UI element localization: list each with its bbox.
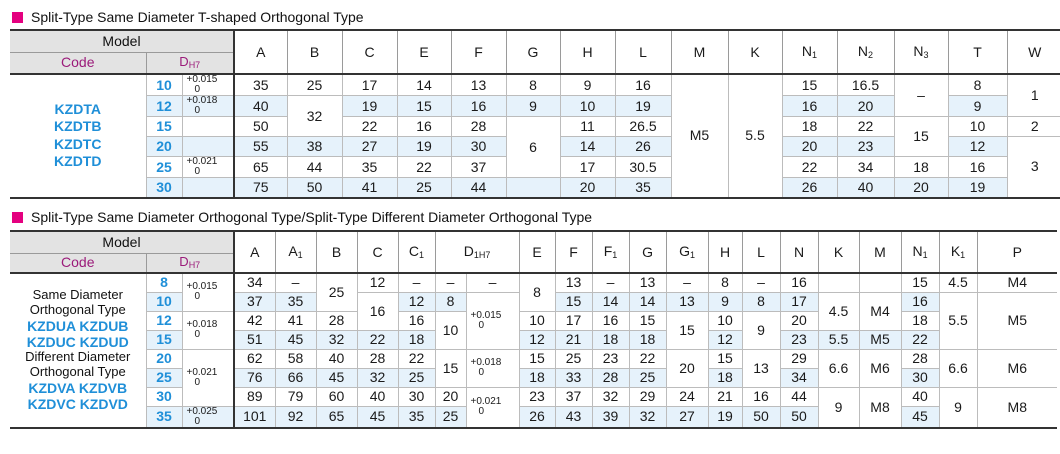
cell: 17 <box>342 74 397 96</box>
cell: 92 <box>275 406 316 428</box>
bore-d: 20 <box>146 349 182 368</box>
cell: – <box>666 273 708 292</box>
col-header-m: M <box>671 30 728 74</box>
cell: 18 <box>708 368 742 387</box>
cell: 17 <box>560 157 615 178</box>
cell: 8 <box>708 273 742 292</box>
col-header-a: A <box>234 30 287 74</box>
cell: 28 <box>901 349 939 368</box>
cell: 15 <box>397 96 451 117</box>
cell: 17 <box>780 292 818 311</box>
cell: 40 <box>316 349 357 368</box>
d1-tolerance: +0.015 0 <box>466 292 519 349</box>
cell: – <box>742 273 780 292</box>
different-diameter-label: Different Diameter <box>25 349 131 365</box>
cell: 15 <box>708 349 742 368</box>
bore-d: 25 <box>146 368 182 387</box>
code-kzdtd: KZDTD <box>54 153 102 170</box>
tolerance: +0.015 0 <box>182 273 234 311</box>
cell: 12 <box>357 273 398 292</box>
cell: 12 <box>519 330 555 349</box>
cell: 6.6 <box>939 349 977 387</box>
col-header-l: L <box>615 30 671 74</box>
cell: 50 <box>742 406 780 428</box>
code-kzduc-kzdud: KZDUC KZDUD <box>26 334 129 351</box>
cell: 23 <box>837 137 894 157</box>
col-header-m: M <box>859 231 901 273</box>
cell: 25 <box>287 74 342 96</box>
cell: 28 <box>592 368 629 387</box>
dh7-header: $D_{H7}$ <box>146 52 234 74</box>
cell: 34 <box>780 368 818 387</box>
cell: 20 <box>560 178 615 198</box>
col-header-g1: $G_1$ <box>666 231 708 273</box>
cell: 34 <box>837 157 894 178</box>
col-header-h: H <box>708 231 742 273</box>
code-kzdta: KZDTA <box>54 100 101 117</box>
cell: 18 <box>592 330 629 349</box>
cell: 22 <box>782 157 837 178</box>
cell: M8 <box>977 387 1057 428</box>
cell: 9 <box>708 292 742 311</box>
cell: 13 <box>666 292 708 311</box>
code-header: Code <box>10 253 146 273</box>
cell: 15 <box>782 74 837 96</box>
col-header-c: C <box>357 231 398 273</box>
pink-square-icon <box>12 12 23 23</box>
cell: 16 <box>901 292 939 311</box>
cell: 25 <box>555 349 592 368</box>
code-header: Code <box>10 52 146 74</box>
model-header: Model <box>10 231 234 253</box>
cell: 38 <box>287 137 342 157</box>
cell: – <box>435 273 466 292</box>
col-header-g: G <box>629 231 666 273</box>
cell: 16.5 <box>837 74 894 96</box>
cell: 20 <box>837 96 894 117</box>
bore-d: 8 <box>146 273 182 292</box>
section-title-1 <box>12 8 364 26</box>
col-header-n3: $N_3$ <box>894 30 948 74</box>
cell: 14 <box>397 74 451 96</box>
cell: 44 <box>451 178 506 198</box>
cell: 28 <box>451 117 506 137</box>
cell: – <box>466 273 519 292</box>
cell: 5.5 <box>818 330 859 349</box>
cell: 62 <box>234 349 275 368</box>
cell: 6.6 <box>818 349 859 387</box>
cell: 16 <box>398 311 435 330</box>
col-header-n2: $N_2$ <box>837 30 894 74</box>
tolerance: +0.021 0 <box>182 157 234 178</box>
cell: 37 <box>234 292 275 311</box>
cell: 32 <box>629 406 666 428</box>
cell: 50 <box>780 406 818 428</box>
cell: – <box>894 74 948 117</box>
cell: 3 <box>1007 137 1060 198</box>
cell: 34 <box>234 273 275 292</box>
bore-d: 15 <box>146 330 182 349</box>
cell: 9 <box>506 96 560 117</box>
col-header-k: K <box>818 231 859 273</box>
cell: 8 <box>506 74 560 96</box>
cell: 14 <box>629 292 666 311</box>
cell: 10 <box>560 96 615 117</box>
cell: 29 <box>629 387 666 406</box>
cell: 40 <box>234 96 287 117</box>
cell: 58 <box>275 349 316 368</box>
cell: 19 <box>948 178 1007 198</box>
model-header: Model <box>10 30 234 52</box>
d1-tolerance: +0.021 0 <box>466 387 519 428</box>
cell: M4 <box>977 273 1057 292</box>
cell: 8 <box>948 74 1007 96</box>
cell: 18 <box>894 157 948 178</box>
cell: 15 <box>629 311 666 330</box>
code-kzdua-kzdub: KZDUA KZDUB <box>27 318 129 335</box>
code-kzdvc-kzdvd: KZDVC KZDVD <box>27 396 128 413</box>
cell: 35 <box>398 406 435 428</box>
cell: 16 <box>357 292 398 330</box>
cell: 40 <box>357 387 398 406</box>
cell: 21 <box>708 387 742 406</box>
col-header-f: F <box>451 30 506 74</box>
col-header-d1h7: $D_{1H7}$ <box>435 231 519 273</box>
cell: 9 <box>742 311 780 349</box>
cell: 26 <box>519 406 555 428</box>
cell: 45 <box>275 330 316 349</box>
cell: 25 <box>629 368 666 387</box>
cell: 25 <box>398 368 435 387</box>
cell: – <box>592 273 629 292</box>
cell: 32 <box>592 387 629 406</box>
cell: 18 <box>629 330 666 349</box>
cell: 50 <box>234 117 287 137</box>
cell: 10 <box>708 311 742 330</box>
cell: 16 <box>782 96 837 117</box>
cell: 14 <box>560 137 615 157</box>
cell: 10 <box>519 311 555 330</box>
cell: 16 <box>948 157 1007 178</box>
cell: 26 <box>615 137 671 157</box>
cell: 45 <box>316 368 357 387</box>
cell: 20 <box>782 137 837 157</box>
cell: 51 <box>234 330 275 349</box>
bore-d: 30 <box>146 387 182 406</box>
col-header-a1: $A_1$ <box>275 231 316 273</box>
bore-d: 25 <box>146 157 182 178</box>
cell: 16 <box>615 74 671 96</box>
cell: 20 <box>780 311 818 330</box>
cell: 22 <box>342 117 397 137</box>
cell: 13 <box>629 273 666 292</box>
cell: 40 <box>901 387 939 406</box>
cell: 32 <box>287 96 342 137</box>
cell: 13 <box>742 349 780 387</box>
cell: 12 <box>708 330 742 349</box>
cell: 24 <box>666 387 708 406</box>
bore-d: 12 <box>146 311 182 330</box>
cell: 37 <box>451 157 506 178</box>
cell: 27 <box>666 406 708 428</box>
cell: 4.5 <box>939 273 977 292</box>
col-header-c1: $C_1$ <box>398 231 435 273</box>
cell: 43 <box>555 406 592 428</box>
cell: 15 <box>435 349 466 387</box>
tolerance <box>182 117 234 137</box>
cell: 89 <box>234 387 275 406</box>
cell: 15 <box>666 311 708 349</box>
model-codes <box>10 273 146 428</box>
cell: M6 <box>859 349 901 387</box>
cell: 23 <box>780 330 818 349</box>
cell: 15 <box>901 273 939 292</box>
cell-m: M5 <box>671 74 728 198</box>
cell: 75 <box>234 178 287 198</box>
code-kzdtc: KZDTC <box>54 135 102 152</box>
cell <box>818 273 859 292</box>
col-header-b: B <box>287 30 342 74</box>
cell: 27 <box>342 137 397 157</box>
cell: 28 <box>357 349 398 368</box>
code-kzdva-kzdvb: KZDVA KZDVB <box>28 380 128 397</box>
cell: M5 <box>859 330 901 349</box>
cell <box>506 178 560 198</box>
cell: 22 <box>397 157 451 178</box>
cell: 13 <box>451 74 506 96</box>
cell: 9 <box>560 74 615 96</box>
cell: M6 <box>977 349 1057 387</box>
cell: 45 <box>357 406 398 428</box>
cell: 12 <box>398 292 435 311</box>
bore-d: 10 <box>146 74 182 96</box>
cell: 26 <box>782 178 837 198</box>
cell: 22 <box>837 117 894 137</box>
cell: 45 <box>901 406 939 428</box>
col-header-p: P <box>977 231 1057 273</box>
cell: 22 <box>629 349 666 368</box>
cell: – <box>398 273 435 292</box>
cell: 22 <box>398 349 435 368</box>
cell: 101 <box>234 406 275 428</box>
cell: 18 <box>782 117 837 137</box>
cell: 18 <box>901 311 939 330</box>
cell: 66 <box>275 368 316 387</box>
cell: 8 <box>435 292 466 311</box>
cell: 60 <box>316 387 357 406</box>
cell: 25 <box>435 406 466 428</box>
cell: 22 <box>901 330 939 349</box>
section-title-text: Split-Type Same Diameter Orthogonal Type/Split-Type Different Diameter Orthogonal Type <box>31 209 593 225</box>
cell: 16 <box>592 311 629 330</box>
bore-d: 12 <box>146 96 182 117</box>
cell: 20 <box>435 387 466 406</box>
cell: 8 <box>519 273 555 311</box>
bore-d: 10 <box>146 292 182 311</box>
cell: 44 <box>780 387 818 406</box>
cell: 30 <box>398 387 435 406</box>
tolerance: +0.018 0 <box>182 96 234 117</box>
cell: 55 <box>234 137 287 157</box>
cell: 30 <box>901 368 939 387</box>
cell: 23 <box>519 387 555 406</box>
tolerance: +0.025 0 <box>182 406 234 428</box>
cell: 35 <box>615 178 671 198</box>
col-header-w: W <box>1007 30 1060 74</box>
section-title-2 <box>12 208 592 226</box>
cell: 9 <box>939 387 977 428</box>
cell: 16 <box>742 387 780 406</box>
cell: 19 <box>397 137 451 157</box>
cell: 23 <box>592 349 629 368</box>
cell: 30.5 <box>615 157 671 178</box>
cell: 15 <box>894 117 948 157</box>
cell: 13 <box>555 273 592 292</box>
col-header-h: H <box>560 30 615 74</box>
cell: 19 <box>342 96 397 117</box>
cell <box>859 273 901 292</box>
cell: 16 <box>780 273 818 292</box>
col-header-t: T <box>948 30 1007 74</box>
cell: 21 <box>555 330 592 349</box>
pink-square-icon <box>12 212 23 223</box>
cell: 25 <box>316 273 357 311</box>
tolerance: +0.018 0 <box>182 311 234 349</box>
col-header-c: C <box>342 30 397 74</box>
cell: 14 <box>592 292 629 311</box>
bore-d: 30 <box>146 178 182 198</box>
cell: 22 <box>357 330 398 349</box>
cell: 16 <box>451 96 506 117</box>
tolerance: +0.021 0 <box>182 349 234 406</box>
cell: 50 <box>287 178 342 198</box>
cell: 65 <box>316 406 357 428</box>
dh7-header: $D_{H7}$ <box>146 253 234 273</box>
cell: 35 <box>342 157 397 178</box>
cell: M4 <box>859 292 901 330</box>
col-header-f: F <box>555 231 592 273</box>
cell: 9 <box>818 387 859 428</box>
cell: 42 <box>234 311 275 330</box>
cell: 32 <box>316 330 357 349</box>
cell: 15 <box>555 292 592 311</box>
spec-table-t-shaped <box>10 29 1060 199</box>
cell: 41 <box>342 178 397 198</box>
col-header-e: E <box>519 231 555 273</box>
cell: 1 <box>1007 74 1060 117</box>
col-header-n1: $N_1$ <box>782 30 837 74</box>
cell: 79 <box>275 387 316 406</box>
cell: 16 <box>397 117 451 137</box>
code-kzdtb: KZDTB <box>54 118 102 135</box>
cell: – <box>275 273 316 292</box>
cell: 39 <box>592 406 629 428</box>
cell: 15 <box>519 349 555 368</box>
cell: 2 <box>1007 117 1060 137</box>
orthogonal-type-label: Orthogonal Type <box>29 364 126 380</box>
tolerance <box>182 178 234 198</box>
same-diameter-label: Same Diameter <box>32 287 123 303</box>
cell: 11 <box>560 117 615 137</box>
col-header-g: G <box>506 30 560 74</box>
cell: 25 <box>397 178 451 198</box>
col-header-a: A <box>234 231 275 273</box>
cell: 30 <box>451 137 506 157</box>
col-header-n: N <box>780 231 818 273</box>
cell: 44 <box>287 157 342 178</box>
cell: 28 <box>316 311 357 330</box>
bore-d: 15 <box>146 117 182 137</box>
cell: 20 <box>666 349 708 387</box>
col-header-f1: $F_1$ <box>592 231 629 273</box>
cell: 41 <box>275 311 316 330</box>
cell: 29 <box>780 349 818 368</box>
cell: 76 <box>234 368 275 387</box>
cell: 9 <box>948 96 1007 117</box>
cell: 65 <box>234 157 287 178</box>
cell: 35 <box>234 74 287 96</box>
cell: 4.5 <box>818 292 859 330</box>
cell: 32 <box>357 368 398 387</box>
cell: 8 <box>742 292 780 311</box>
cell: 20 <box>894 178 948 198</box>
col-header-n1: $N_1$ <box>901 231 939 273</box>
cell: 19 <box>615 96 671 117</box>
cell: M8 <box>859 387 901 428</box>
section-title-text: Split-Type Same Diameter T-shaped Orthogonal Type <box>31 9 364 25</box>
col-header-l: L <box>742 231 780 273</box>
cell: M5 <box>977 292 1057 349</box>
cell: 10 <box>435 311 466 349</box>
cell-k: 5.5 <box>728 74 782 198</box>
cell: 12 <box>948 137 1007 157</box>
d1-tolerance: +0.018 0 <box>466 349 519 387</box>
bore-d: 20 <box>146 137 182 157</box>
cell: 10 <box>948 117 1007 137</box>
cell: 35 <box>275 292 316 311</box>
tolerance <box>182 137 234 157</box>
cell: 33 <box>555 368 592 387</box>
model-codes <box>10 74 146 198</box>
col-header-k: K <box>728 30 782 74</box>
cell: 5.5 <box>939 292 977 349</box>
col-header-b: B <box>316 231 357 273</box>
spec-table-orthogonal <box>10 230 1057 429</box>
cell: 40 <box>837 178 894 198</box>
cell: 37 <box>555 387 592 406</box>
cell: 6 <box>506 117 560 178</box>
tolerance: +0.015 0 <box>182 74 234 96</box>
orthogonal-type-label: Orthogonal Type <box>29 302 126 318</box>
cell: 19 <box>708 406 742 428</box>
cell: 18 <box>519 368 555 387</box>
col-header-e: E <box>397 30 451 74</box>
bore-d: 35 <box>146 406 182 428</box>
col-header-k1: $K_1$ <box>939 231 977 273</box>
cell: 26.5 <box>615 117 671 137</box>
cell: 18 <box>398 330 435 349</box>
cell: 17 <box>555 311 592 330</box>
